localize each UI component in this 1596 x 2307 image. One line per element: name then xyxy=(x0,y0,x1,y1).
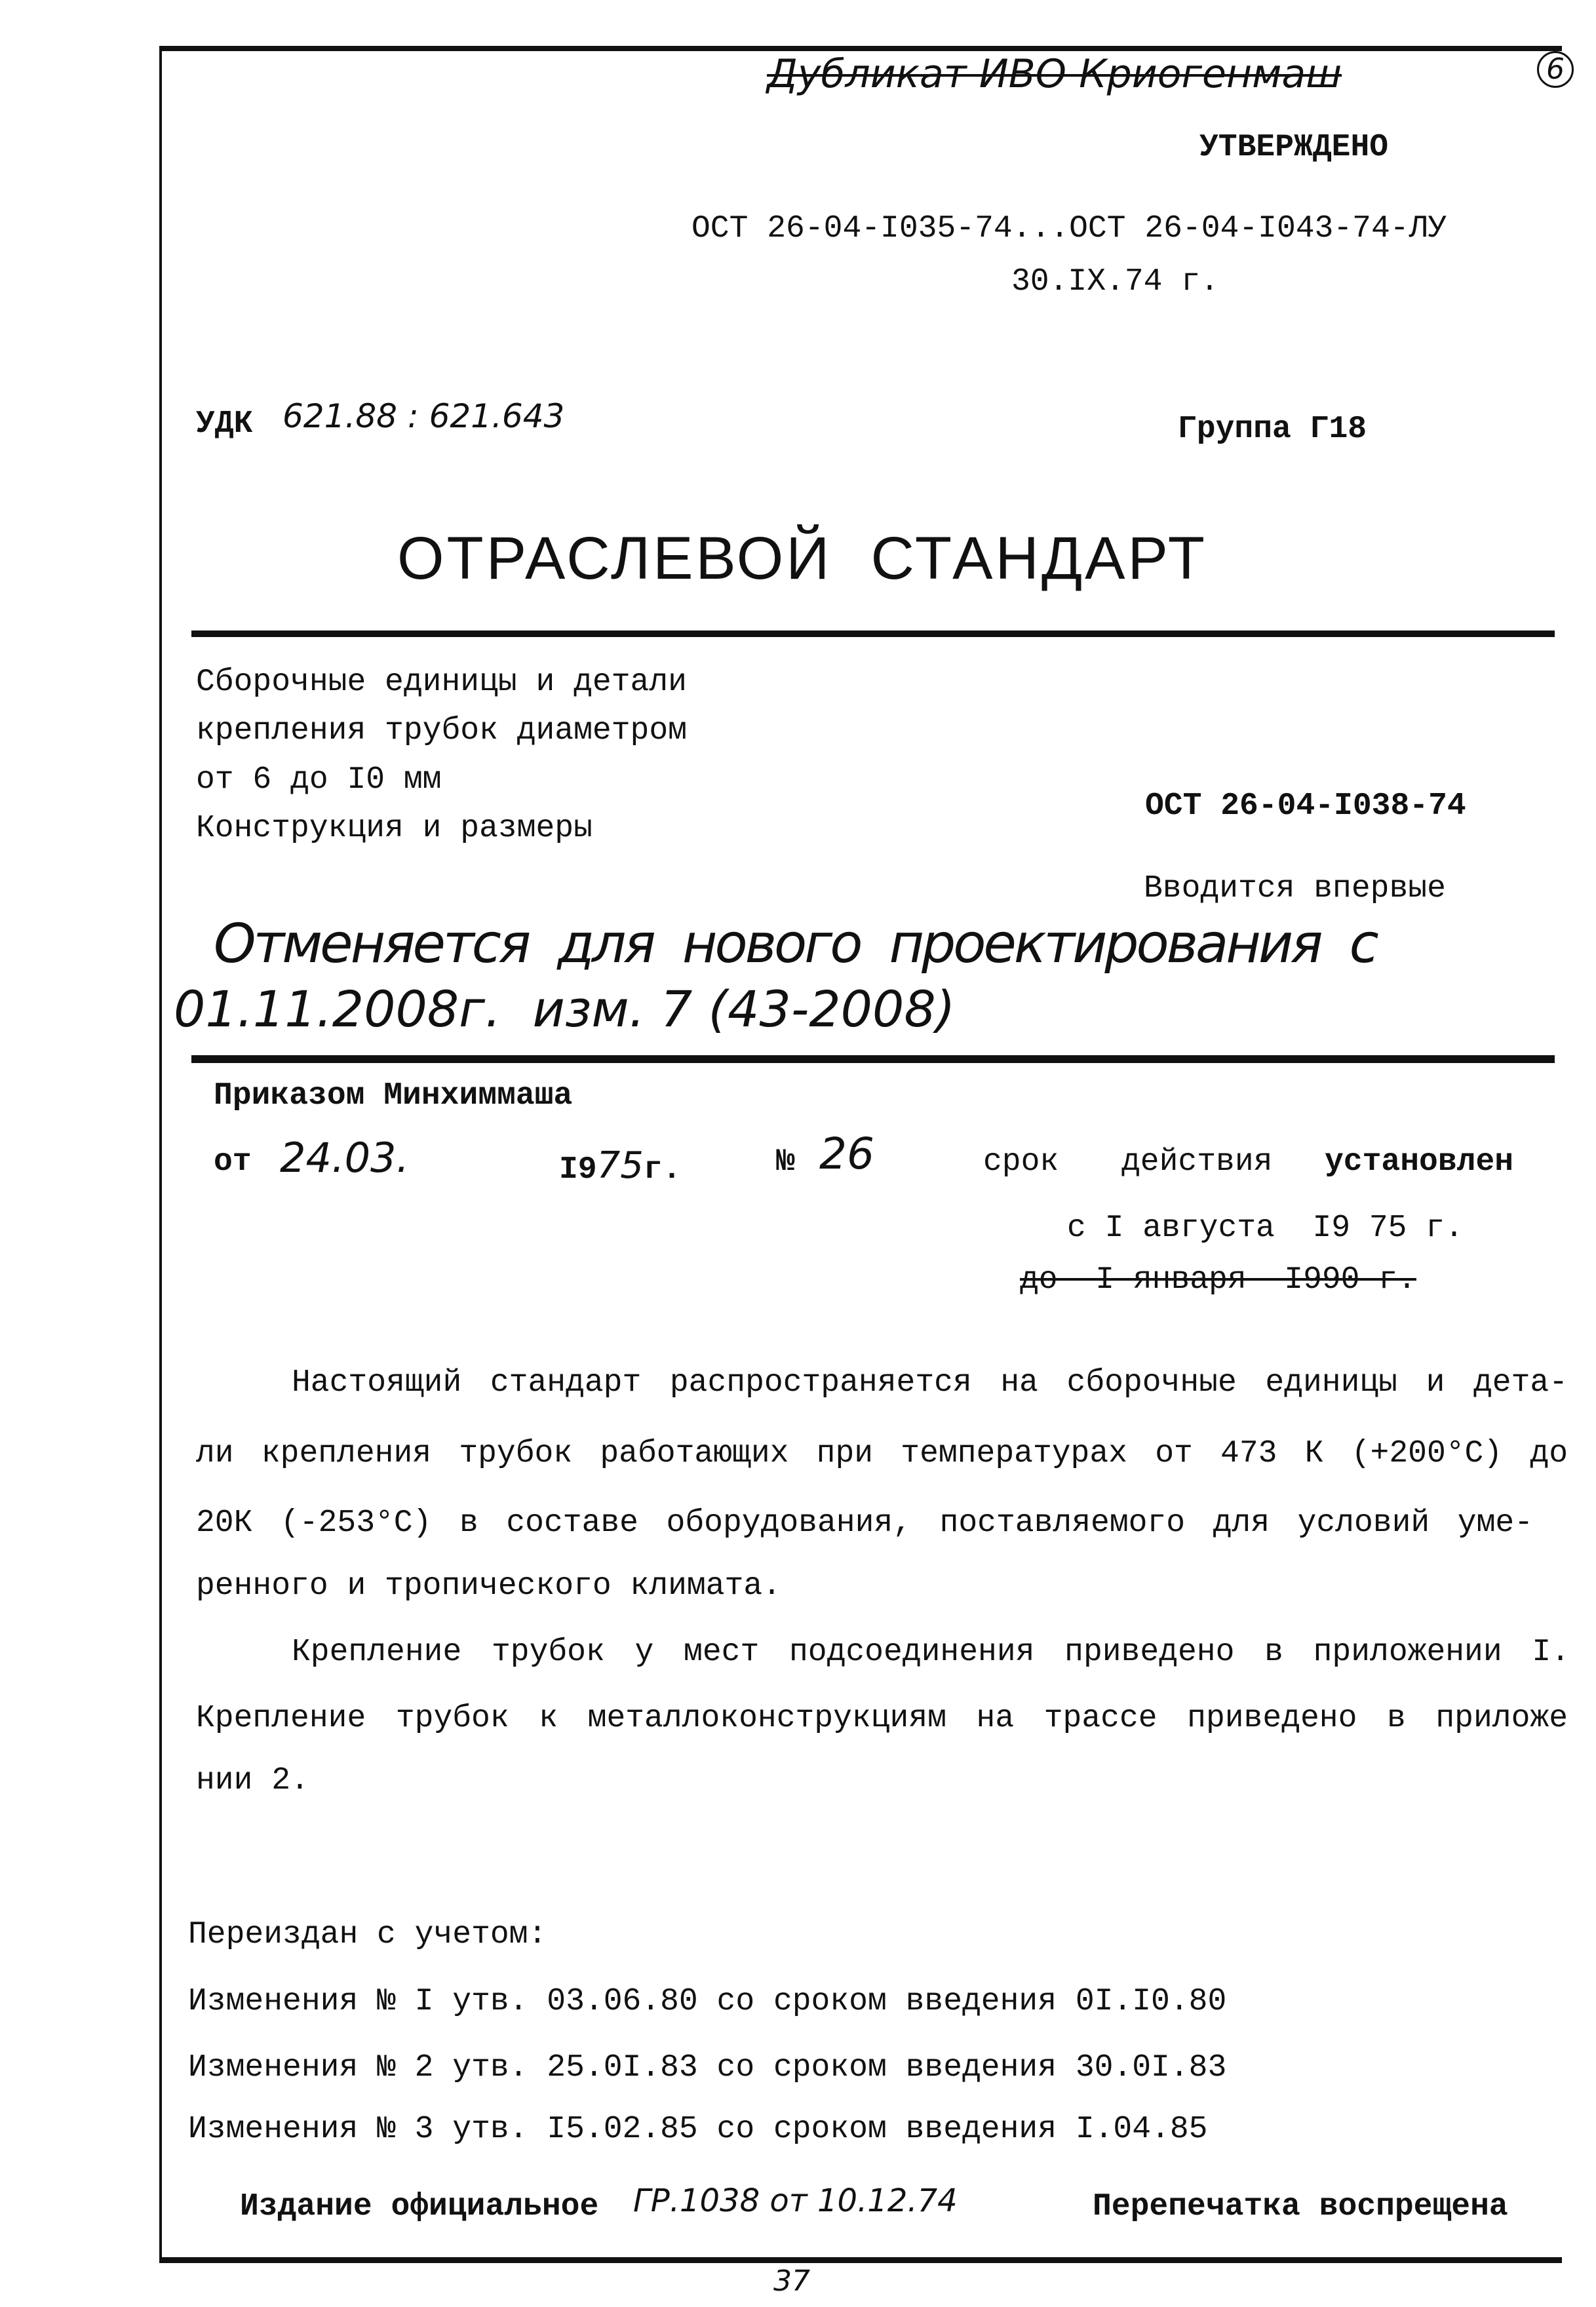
group-label: Группа Г18 xyxy=(1178,412,1367,447)
cancel-note-line2: 01.11.2008г. изм. 7 (43-2008) xyxy=(174,980,956,1038)
term-end-struck: до I января I990 г. xyxy=(1020,1262,1416,1298)
order-number-sign: № xyxy=(776,1144,795,1180)
subject-line: крепления трубок диаметром xyxy=(196,713,687,748)
order-date: 24.03. xyxy=(280,1134,410,1182)
subject-line: от 6 до I0 мм xyxy=(196,762,442,798)
term-word: срок xyxy=(983,1144,1059,1180)
udk-value: 621.88 : 621.643 xyxy=(282,397,565,435)
sheet-mark: 6 xyxy=(1537,51,1574,88)
paragraph-line: ли крепления трубок работающих при температурах от 473 К (+200°С) до xyxy=(196,1436,1568,1471)
title-rule xyxy=(191,630,1555,637)
change-entry: Изменения № 2 утв. 25.0I.83 со сроком введения 30.0I.83 xyxy=(188,2050,1227,2085)
order-number: 26 xyxy=(819,1129,874,1179)
approved-label: УТВЕРЖДЕНО xyxy=(1199,130,1389,165)
order-rule xyxy=(191,1055,1555,1063)
hand-registration-note: ГР.1038 от 10.12.74 xyxy=(633,2182,958,2219)
frame-top-line xyxy=(159,46,1562,51)
paragraph-line: Крепление трубок к металлоконструкциям на трассе приведено в приложе xyxy=(196,1701,1568,1736)
order-label: Приказом Минхиммаша xyxy=(214,1078,573,1114)
cancel-note-line1: Отменяется для нового проектирования с xyxy=(214,913,1376,975)
no-reprint-label: Перепечатка воспрещена xyxy=(1093,2189,1508,2224)
edition-label: Издание официальное xyxy=(240,2189,599,2224)
page-number: 37 xyxy=(773,2264,810,2298)
frame-bottom-line xyxy=(159,2257,1562,2263)
subject-line: Сборочные единицы и детали xyxy=(196,665,687,700)
order-year-hand: 75 xyxy=(596,1144,644,1187)
frame-left-line xyxy=(159,46,162,2261)
handwritten-duplicate-note: Дубликат ИВО Криогенмаш xyxy=(767,51,1342,97)
change-entry: Изменения № 3 утв. I5.02.85 со сроком введения I.04.85 xyxy=(188,2112,1208,2147)
paragraph-line: Настоящий стандарт распространяется на сборочные единицы и дета- xyxy=(292,1365,1568,1401)
udk-label: УДК xyxy=(196,406,253,442)
intro-note: Вводится впервые xyxy=(1144,871,1446,906)
term-start: с I августа I9 75 г. xyxy=(1067,1211,1464,1246)
paragraph-line: Крепление трубок у мест подсоединения приведено в приложении I. xyxy=(292,1635,1570,1670)
standards-range: ОСТ 26-04-I035-74...ОСТ 26-04-I043-74-ЛУ xyxy=(691,211,1447,246)
term-word: установлен xyxy=(1325,1144,1514,1180)
subject-line: Конструкция и размеры xyxy=(196,811,593,846)
paragraph-line: ренного и тропического климата. xyxy=(196,1568,781,1604)
term-word: действия xyxy=(1121,1144,1273,1180)
paragraph-line: 20К (-253°С) в составе оборудования, поставляемого для условий уме- xyxy=(196,1505,1533,1541)
change-entry: Изменения № I утв. 03.06.80 со сроком введения 0I.I0.80 xyxy=(188,1984,1227,2019)
standard-code: ОСТ 26-04-I038-74 xyxy=(1145,788,1466,824)
paragraph-line: нии 2. xyxy=(196,1763,309,1798)
order-year-suffix: г. xyxy=(643,1152,682,1188)
order-from: от xyxy=(214,1144,252,1180)
order-year xyxy=(559,1144,681,1188)
order-year-prefix: I9 xyxy=(559,1152,597,1188)
approved-date: 30.IX.74 г. xyxy=(1011,264,1219,300)
page-title: ОТРАСЛЕВОЙ СТАНДАРТ xyxy=(397,525,1207,592)
reissue-label: Переиздан с учетом: xyxy=(188,1917,547,1952)
